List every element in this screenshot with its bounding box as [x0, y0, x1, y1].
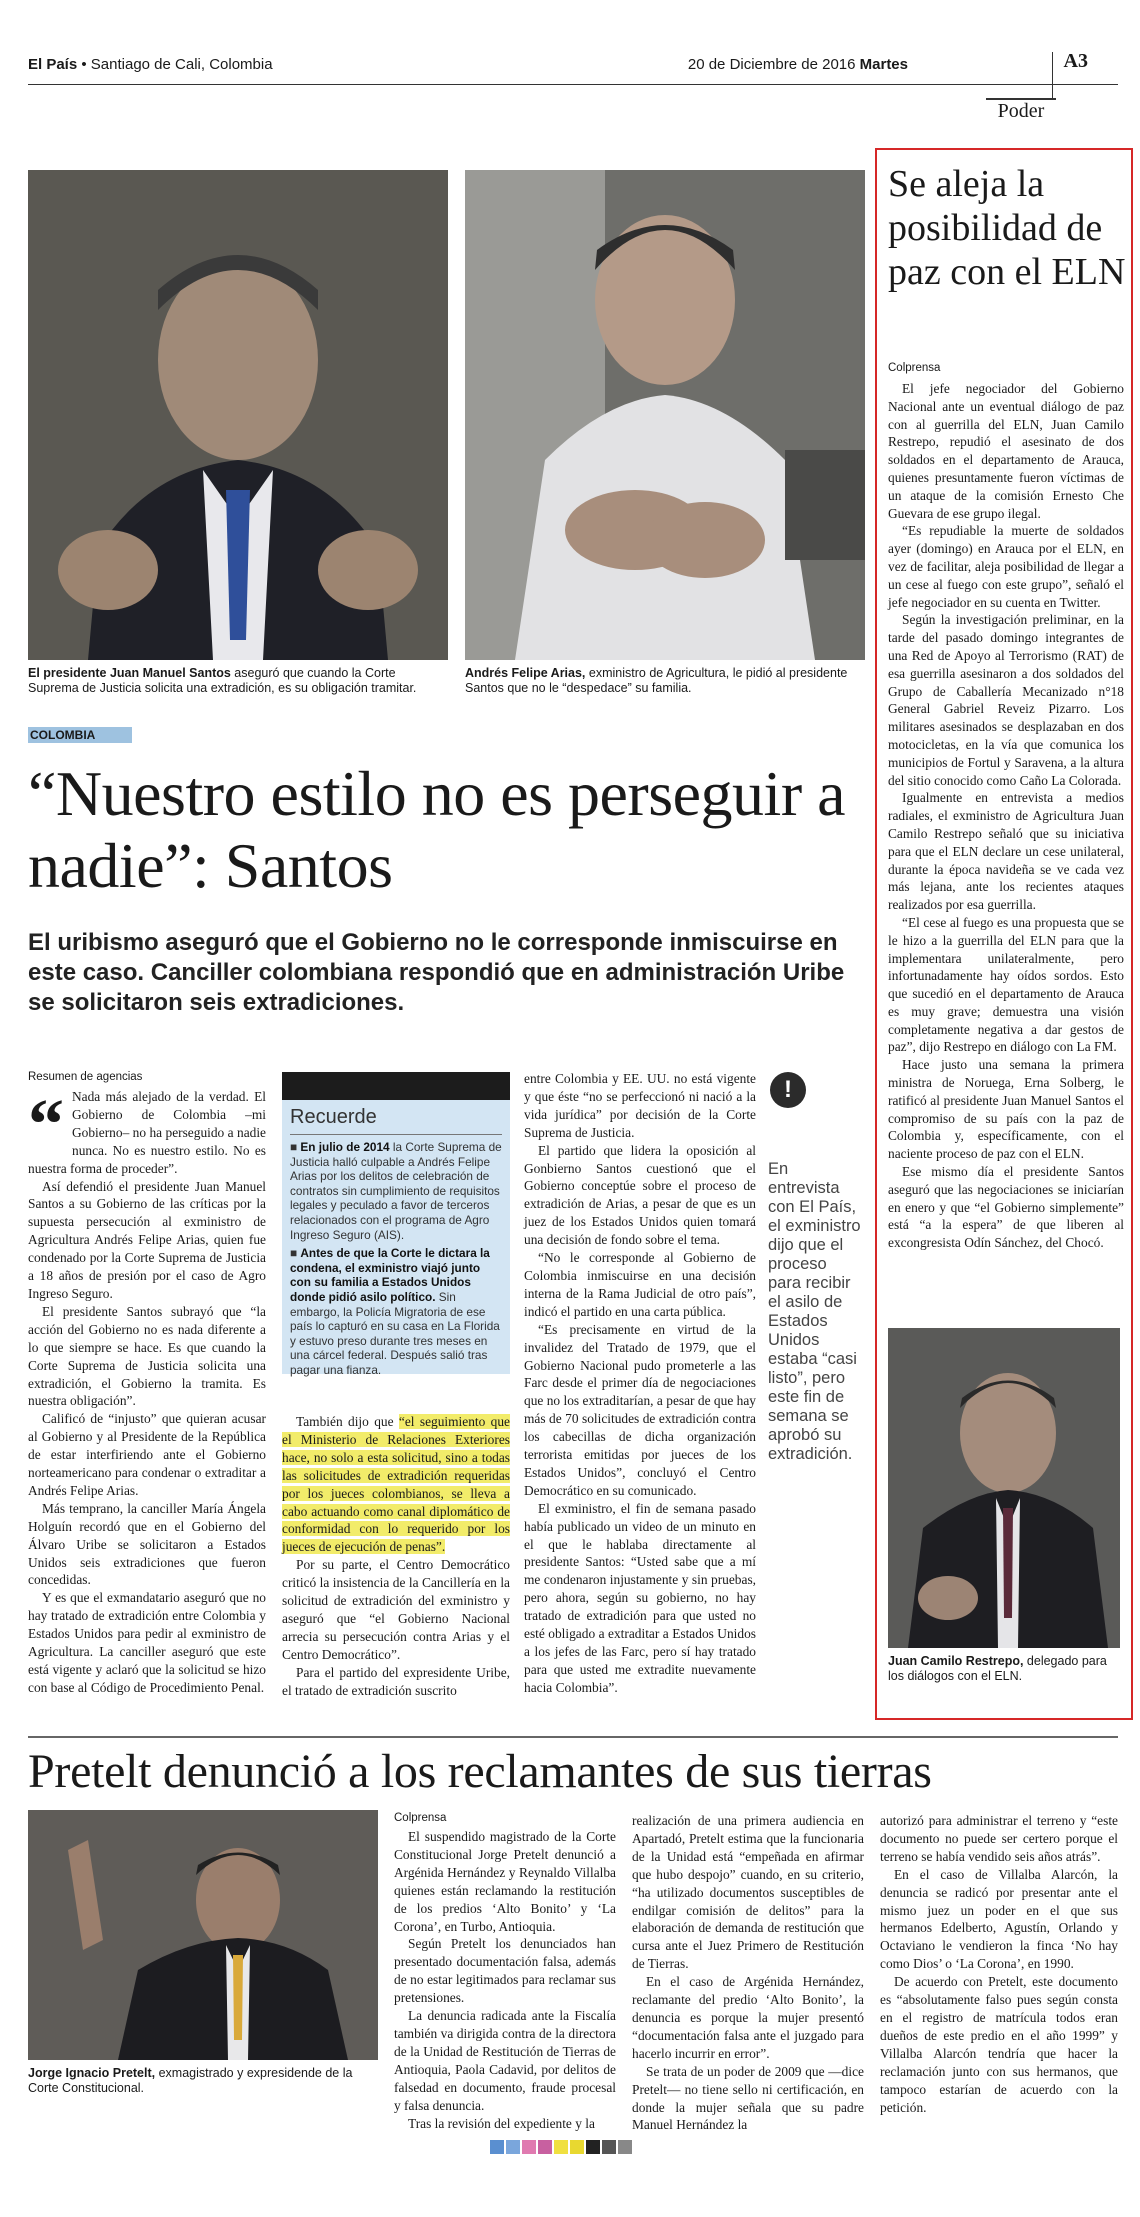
paragraph: En el caso de Villalba Alarcón, la denuncia se radicó por presentar ante el mismo juez un poder en el que sus hermanos Edelberto, Agustín, Orlando y Octaviano le vendieron la finca ‘No hay como Dios’ o ‘La Corona’, en 1990.	[880, 1866, 1118, 1972]
arias-caption	[465, 666, 865, 696]
pretelt-column-1	[394, 1828, 616, 2132]
pretelt-caption	[28, 2066, 378, 2096]
page-header: El País • Santiago de Cali, Colombia 20 de Diciembre de 2016 Martes A3	[28, 50, 1088, 73]
paragraph: El jefe negociador del Gobierno Nacional ante un eventual diálogo de paz con al guerrilla del ELN, Juan Camilo Restrepo, repudió el asesinato de dos soldados en el departamento de Arauca, quienes presuntamente fueron víctimas de un ataque de la comisión Ernesto Che Guevara de ese grupo ilegal.	[888, 381, 1124, 521]
santos-caption-text: aseguró que cuando la Corte Suprema de Justicia solicita una extradición, es su obligación tramitar.	[28, 666, 417, 695]
eln-byline: Colprensa	[888, 362, 941, 374]
restrepo-caption-name: Juan Camilo Restrepo,	[888, 1654, 1024, 1668]
recuerde-item-bold: Antes de que la Corte le dictara la condena, el exministro viajó junto con su familia a Estados Unidos donde pidió asilo político.	[290, 1246, 490, 1304]
eln-headline: Se aleja la posibilidad de paz con el ELN	[888, 163, 1126, 293]
paragraph: Se trata de un poder de 2009 que —dice Pretelt— no tiene sello ni certificación, en donde la mujer señala que su padre Manuel Hernández la	[632, 2063, 864, 2133]
recuerde-item-text: Sin embargo, la Policía Migratoria de ese país lo capturó en su casa en La Florida y estuvo preso durante tres meses en una cárcel federal. Después salió tras pagar una fianza.	[290, 1289, 500, 1377]
recuerde-item: ■ Antes de que la Corte le dictara la condena, el exministro viajó junto con su familia a Estados Unidos donde pidió asilo político. Sin embargo, la Policía Migratoria de ese país lo capturó en su casa en La Florida y estuvo preso durante tres meses en una cárcel federal. Después salió tras pagar una fianza.	[290, 1246, 500, 1377]
color-swatch	[538, 2140, 552, 2154]
santos-caption-name: El presidente Juan Manuel Santos	[28, 666, 231, 680]
paragraph: Según Pretelt los denunciados han presentado documentación falsa, además de no estar legitimados para reclamar sus pretensiones.	[394, 1936, 616, 2006]
paragraph: El presidente Santos subrayó que “la acción del Gobierno no es nada diferente a lo que siempre se hace. Es que cuando la Corte Suprema de Justicia solicita una extradición, el Gobierno la tramita. Es nuestra obligación”.	[28, 1303, 266, 1409]
santos-photo	[28, 170, 448, 660]
header-divider	[1052, 52, 1053, 98]
quote-mark-icon: “	[28, 1084, 64, 1164]
paragraph-intro: También dijo que	[296, 1414, 399, 1429]
main-column-3	[524, 1070, 756, 1697]
paragraph: “Es repudiable la muerte de soldados ayer (domingo) en Arauca por el ELN, en vez de facilitar, aleja posibilidad de llegar a un cese al fuego con este grupo”, señaló el jefe negociador en su cuenta en Twitter.	[888, 523, 1124, 610]
side-quote: En entrevista con El País, el exministro dijo que el proceso para recibir el asilo de Estados Unidos estaba “casi listo”, pero este fin de semana se aprobó su extradición.	[768, 1160, 861, 1463]
color-swatch	[522, 2140, 536, 2154]
paragraph: El partido que lidera la oposición al Gonbierno Santos cuestionó que el Gobierno conceptúe sobre el proceso de extradición de Arias, a pesar de que es un juez de los Estados Unidos quien tomará una decisión de fondo sobre el tema.	[524, 1142, 756, 1248]
paragraph: Hace justo una semana la primera ministra de Noruega, Erna Solberg, le ratificó al presidente Juan Manuel Santos el compromiso de su país con la paz de Colombia y, específicamente, con el naciente proceso de paz con el ELN.	[888, 1057, 1124, 1162]
color-swatch	[490, 2140, 504, 2154]
paragraph: La denuncia radicada ante la Fiscalía también va dirigida contra de la directora de la Unidad de Restitución de Tierras de Antioquia, Paola Cadavid, por delitos de falsedad en documento, fraude procesal y falsa denuncia.	[394, 2008, 616, 2113]
arias-caption-name: Andrés Felipe Arias,	[465, 666, 586, 680]
paragraph: “El cese al fuego es una propuesta que se le hizo a la guerrilla del ELN para que la implementara unilateralmente, pero infortunadamente hay oídos sordos. Esto que sucedió en el departamento de Arauca es muy grave; demuestra una visión completamente negativa a dar gestos de paz”, dijo Restrepo en diálogo con La FM.	[888, 914, 1124, 1055]
paragraph: Para el partido del expresidente Uribe, el tratado de extradición suscrito	[282, 1664, 510, 1698]
bottom-rule	[28, 1736, 1118, 1738]
paragraph: En el caso de Argénida Hernández, reclamante del predio ‘Alto Bonito’, la denuncia es porque la mujer presentó “documentación falsa ante el juzgado para hacerlo incurrir en error”.	[632, 1974, 864, 2061]
paragraph: El exministro, el fin de semana pasado había publicado un video de un minuto en el que le hablaba directamente al presidente Santos: “Usted sabe que a mí me condenaron injustamente y sin pruebas, pero ahora, según su gobierno, no hay tratado de extradición para que usted no esté obligado a extraditar a Estados Unidos a los jefes de las Farc, pero sí hay tratado para que usted me extradite nuevamente hacia Colombia”.	[524, 1500, 756, 1695]
restrepo-photo	[888, 1328, 1120, 1648]
pretelt-byline: Colprensa	[394, 1812, 447, 1824]
paragraph	[282, 1413, 510, 1556]
paragraph: “No le corresponde al Gobierno de Colombia inmiscuirse en una decisión interna de la Rama Judicial de otro país”, indicó el partido en una carta pública.	[524, 1250, 756, 1319]
restrepo-caption	[888, 1654, 1120, 1684]
header-rule	[28, 84, 1118, 85]
recuerde-title: Recuerde	[290, 1106, 377, 1128]
main-headline: “Nuestro estilo no es perseguir a nadie”: Santos	[28, 758, 846, 901]
recuerde-item-text: la Corte Suprema de Justicia halló culpable a Andrés Felipe Arias por los delitos de celebración de contratos sin cumplimiento de requisitos legales y peculado a favor de terceros relacionados con el programa de Agro Ingreso Seguro (AIS).	[290, 1140, 502, 1242]
color-swatch	[554, 2140, 568, 2154]
paragraph: Y es que el exmandatario aseguró que no hay tratado de extradición entre Colombia y Estados Unidos para pedir al exministro de Agricultura. La canciller aseguró que este está vigente y aclaró que la solicitud se hizo con base al Código de Procedimiento Penal.	[28, 1590, 266, 1695]
paragraph: El suspendido magistrado de la Corte Constitucional Jorge Pretelt denunció a Argénida Hernández y Reynaldo Villalba quienes están reclamando la restitución de los predios ‘Alto Bonito’ y ‘La Corona’, en Turbo, Antioquia.	[394, 1829, 616, 1934]
paragraph: Ese mismo día el presidente Santos aseguró que las negociaciones se iniciarían en enero y que “el Gobierno simplemente” está “a la espera” de que liberen al excongresista Odín Sánchez, del Chocó.	[888, 1164, 1124, 1251]
arias-photo	[465, 170, 865, 660]
pretelt-column-2	[632, 1812, 864, 2134]
exclamation-icon: !	[770, 1072, 806, 1108]
recuerde-rule	[290, 1134, 502, 1135]
main-column-2	[282, 1413, 510, 1700]
pretelt-headline: Pretelt denunció a los reclamantes de sus tierras	[28, 1745, 932, 1798]
paragraph: Según la investigación preliminar, en la tarde del pasado domingo integrantes de una Red de Apoyo al Terrorismo (RAT) de esa guerrilla asesinaron a dos soldados del Grupo de Caballería Mecanizado n°18 General Gabriel Reveiz Pizarro. Los militares asesinados se desplazaban en dos motocicletas, en la vía que comunica los municipios de Fortul y Saravena, a la altura del sitio conocido como Caño La Colorada.	[888, 612, 1124, 788]
main-column-1	[28, 1084, 266, 1697]
paragraph: “Es precisamente en virtud de la invalidez del Tratado de 1979, que el Gobierno Nacional pudo prometerle a las Farc desde el primer día de negociaciones que no los extraditarían, a pesar de que hay más de 70 solicitudes de extradición contra los cabecillas de dicha organización terrorista emitidas por jueces de los Estados Unidos”, concluyó el Centro Democrático en su comunicado.	[524, 1321, 756, 1498]
paragraph: Por su parte, el Centro Democrático criticó la insistencia de la Cancillería en la solicitud de extradición del exministro y aseguró que “el Gobierno Nacional arrecia su persecución contra Arias y el Centro Democrático”.	[282, 1557, 510, 1662]
section-kicker: COLOMBIA	[28, 727, 132, 743]
section-label: Poder	[986, 98, 1056, 126]
recuerde-item-bold: En julio de 2014	[300, 1140, 390, 1154]
restrepo-caption-text: delegado para los diálogos con el ELN.	[888, 1654, 1107, 1683]
paragraph: Calificó de “injusto” que quieran acusar al Gobierno y al Presidente de la República de estar interfiriendo ante el Gobierno norteamericano para condenar o extraditar a Andrés Felipe Arias.	[28, 1411, 266, 1498]
paragraph: autorizó para administrar el terreno y “este documento no puede ser certero porque el terreno se había vendido seis años atrás”.	[880, 1813, 1118, 1864]
newspaper-location: Santiago de Cali, Colombia	[90, 56, 273, 73]
santos-caption	[28, 666, 448, 696]
pretelt-caption-text: exmagistrado y expresidende de la Corte Constitucional.	[28, 2066, 353, 2095]
paragraph: Más temprano, la canciller María Ángela Holguín recordó que en el Gobierno del Álvaro Uribe se solicitaron a Estados Unidos seis extradiciones que fueron concedidas.	[28, 1500, 266, 1588]
paragraph: De acuerdo con Pretelt, este documento es “absolutamente falso pues según consta en el registro de matrícula todos eran dueños de este predio en el año 1999” y Villalba Alarcón tendría que hacer la reclamación junto con sus hermanos, que tampoco estarían de acuerdo con la petición.	[880, 1974, 1118, 2115]
main-deck: El uribismo aseguró que el Gobierno no le corresponde inmiscuirse en este caso. Canciller colombiana respondió que en administración Uribe se solicitaron seis extradiciones.	[28, 929, 845, 1016]
main-byline: Resumen de agencias	[28, 1071, 143, 1083]
color-swatch	[570, 2140, 584, 2154]
pretelt-photo	[28, 1810, 378, 2060]
paragraph: Nada más alejado de la verdad. El Gobierno de Colombia –mi Gobierno– no ha perseguido a nadie nunca. No es nuestro estilo. No es nuestra forma de proceder”.	[28, 1089, 266, 1176]
paragraph: Tras la revisión del expediente y la	[408, 2115, 595, 2131]
color-swatch	[586, 2140, 600, 2154]
highlighted-quote: “el seguimiento que el Ministerio de Relaciones Exteriores hace, no solo a esta solicitud, sino a todas las solicitudes de extradición requeridas por los jueces colombianos, se lleva a cabo actuando como canal diplomático de conformidad con lo requerido por los jueces de ejecución de penas”.	[282, 1414, 510, 1555]
pretelt-caption-name: Jorge Ignacio Pretelt,	[28, 2066, 156, 2080]
paragraph: entre Colombia y EE. UU. no está vigente y que éste “no se perfeccionó ni nació a la vida jurídica” por decisión de la Corte Suprema de Justicia.	[524, 1071, 756, 1140]
weekday-text: Martes	[859, 56, 908, 73]
recuerde-item: ■ En julio de 2014 la Corte Suprema de Justicia halló culpable a Andrés Felipe Arias por los delitos de celebración de contratos sin cumplimiento de requisitos legales y peculado a favor de terceros relacionados con el programa de Agro Ingreso Seguro (AIS).	[290, 1140, 502, 1242]
recuerde-header-bar	[282, 1072, 510, 1100]
pretelt-column-3	[880, 1812, 1118, 2116]
eln-column	[888, 380, 1124, 1252]
color-swatch	[618, 2140, 632, 2154]
color-swatch	[506, 2140, 520, 2154]
page-number: A3	[1063, 50, 1088, 72]
header-date	[688, 56, 908, 73]
arias-caption-text: exministro de Agricultura, le pidió al presidente Santos que no le “despedace” su familia.	[465, 666, 848, 695]
newspaper-name: El País	[28, 56, 78, 73]
paragraph: Igualmente en entrevista a medios radiales, el exministro de Agricultura Juan Camilo Restrepo señaló que su iniciativa para que el ELN declare un cese unilateral, durante la época navideña se ve cada vez más lejana, ante los recientes ataques realizados por esa guerrilla.	[888, 790, 1124, 913]
color-swatch	[602, 2140, 616, 2154]
paragraph: Así defendió el presidente Juan Manuel Santos a su Gobierno de las críticas por la supuesta persecución al exministro de Agricultura Andrés Felipe Arias, quien fue condenado por la Corte Suprema de Justicia a 18 años de presión por el caso de Agro Ingreso Seguro.	[28, 1178, 266, 1301]
paragraph: realización de una primera audiencia en Apartadó, Pretelt estima que la funcionaria de la Unidad está “empeñada en afirmar que hubo despojo” cuando, en su criterio, “ha utilizado documentos susceptibles de endilgar comisión de delitos” para la elaboración de demanda de restitución que cursa ante el Juez Primero de Restitución de Tierras.	[632, 1813, 864, 1972]
date-text: 20 de Diciembre de 2016	[687, 56, 856, 73]
recuerde-body	[290, 1140, 504, 1382]
